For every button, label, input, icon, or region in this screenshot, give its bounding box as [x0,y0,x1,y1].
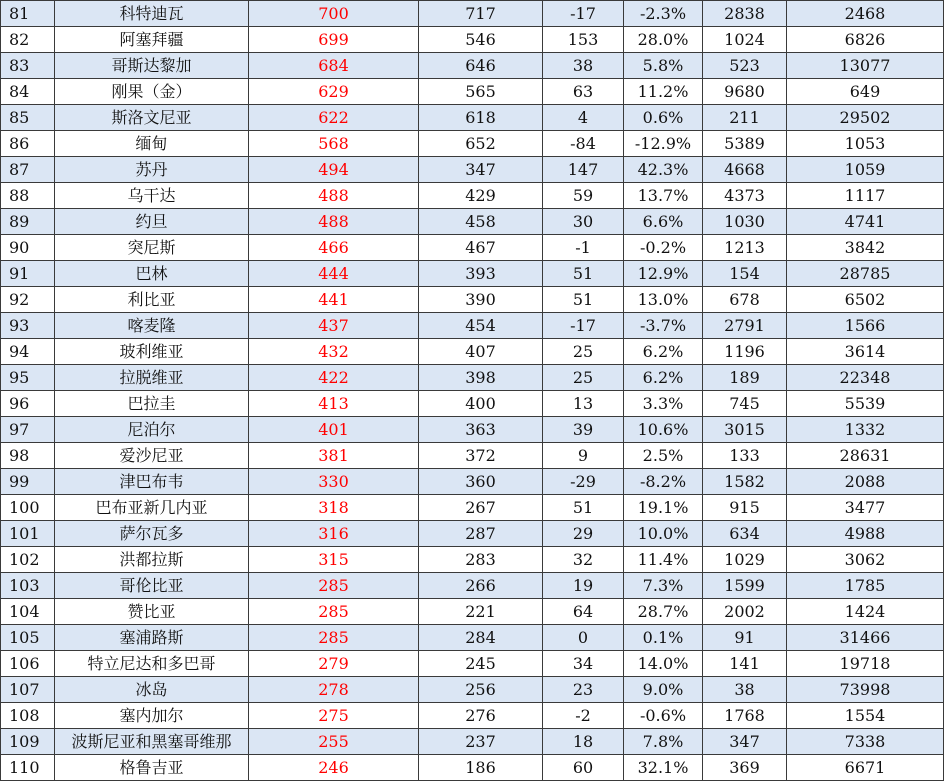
change-percent-cell: 7.8% [624,729,703,755]
per-capita-cell: 29502 [787,105,944,131]
value-cell: 246 [249,755,419,781]
change-cell: 32 [543,547,624,573]
change-cell: 59 [543,183,624,209]
per-capita-cell: 5539 [787,391,944,417]
previous-value-cell: 393 [419,261,543,287]
change-percent-cell: 6.2% [624,365,703,391]
rank-cell: 108 [1,703,55,729]
population-cell: 141 [703,651,787,677]
change-cell: 23 [543,677,624,703]
previous-value-cell: 276 [419,703,543,729]
rank-cell: 107 [1,677,55,703]
change-cell: -1 [543,235,624,261]
rank-cell: 85 [1,105,55,131]
country-cell: 约旦 [55,209,249,235]
table-row [1,261,944,287]
value-cell: 466 [249,235,419,261]
previous-value-cell: 407 [419,339,543,365]
population-cell: 5389 [703,131,787,157]
value-cell: 622 [249,105,419,131]
change-percent-cell: 19.1% [624,495,703,521]
change-cell: 25 [543,339,624,365]
change-cell: -17 [543,1,624,27]
value-cell: 330 [249,469,419,495]
change-cell: 29 [543,521,624,547]
value-cell: 444 [249,261,419,287]
previous-value-cell: 458 [419,209,543,235]
change-cell: 51 [543,287,624,313]
per-capita-cell: 13077 [787,53,944,79]
rank-cell: 104 [1,599,55,625]
rank-cell: 98 [1,443,55,469]
table-row [1,521,944,547]
per-capita-cell: 1424 [787,599,944,625]
change-cell: -29 [543,469,624,495]
table-row [1,547,944,573]
population-cell: 133 [703,443,787,469]
previous-value-cell: 652 [419,131,543,157]
previous-value-cell: 284 [419,625,543,651]
value-cell: 684 [249,53,419,79]
population-cell: 347 [703,729,787,755]
population-cell: 1030 [703,209,787,235]
value-cell: 422 [249,365,419,391]
population-cell: 1196 [703,339,787,365]
country-cell: 斯洛文尼亚 [55,105,249,131]
previous-value-cell: 237 [419,729,543,755]
table-row [1,677,944,703]
country-cell: 利比亚 [55,287,249,313]
per-capita-cell: 19718 [787,651,944,677]
change-percent-cell: 5.8% [624,53,703,79]
table-row [1,27,944,53]
population-cell: 211 [703,105,787,131]
rank-cell: 105 [1,625,55,651]
table-row [1,755,944,781]
change-percent-cell: 0.6% [624,105,703,131]
value-cell: 278 [249,677,419,703]
per-capita-cell: 4988 [787,521,944,547]
table-row [1,183,944,209]
country-cell: 哥斯达黎加 [55,53,249,79]
change-cell: 51 [543,495,624,521]
table-row [1,209,944,235]
previous-value-cell: 717 [419,1,543,27]
rank-cell: 110 [1,755,55,781]
previous-value-cell: 546 [419,27,543,53]
change-cell: 19 [543,573,624,599]
change-cell: -2 [543,703,624,729]
previous-value-cell: 618 [419,105,543,131]
change-cell: 63 [543,79,624,105]
per-capita-cell: 3477 [787,495,944,521]
per-capita-cell: 7338 [787,729,944,755]
value-cell: 494 [249,157,419,183]
country-cell: 波斯尼亚和黑塞哥维那 [55,729,249,755]
country-cell: 喀麦隆 [55,313,249,339]
value-cell: 432 [249,339,419,365]
table-row [1,313,944,339]
country-cell: 阿塞拜疆 [55,27,249,53]
change-cell: 13 [543,391,624,417]
change-percent-cell: 9.0% [624,677,703,703]
change-percent-cell: 3.3% [624,391,703,417]
per-capita-cell: 6826 [787,27,944,53]
country-cell: 刚果（金） [55,79,249,105]
previous-value-cell: 363 [419,417,543,443]
per-capita-cell: 6671 [787,755,944,781]
population-cell: 369 [703,755,787,781]
table-row [1,339,944,365]
change-cell: 25 [543,365,624,391]
table-row [1,599,944,625]
rank-cell: 106 [1,651,55,677]
rank-cell: 101 [1,521,55,547]
previous-value-cell: 390 [419,287,543,313]
rank-cell: 84 [1,79,55,105]
value-cell: 285 [249,599,419,625]
table-row [1,235,944,261]
table-row [1,287,944,313]
country-cell: 巴拉圭 [55,391,249,417]
rank-cell: 103 [1,573,55,599]
per-capita-cell: 1053 [787,131,944,157]
table-row [1,573,944,599]
value-cell: 699 [249,27,419,53]
table-row [1,131,944,157]
population-cell: 1599 [703,573,787,599]
population-cell: 154 [703,261,787,287]
per-capita-cell: 31466 [787,625,944,651]
change-cell: 147 [543,157,624,183]
table-row [1,365,944,391]
country-cell: 缅甸 [55,131,249,157]
rank-cell: 87 [1,157,55,183]
change-cell: -17 [543,313,624,339]
rank-cell: 100 [1,495,55,521]
per-capita-cell: 3062 [787,547,944,573]
table-row [1,443,944,469]
rank-cell: 81 [1,1,55,27]
change-cell: 0 [543,625,624,651]
rank-cell: 99 [1,469,55,495]
population-cell: 1024 [703,27,787,53]
change-percent-cell: 28.7% [624,599,703,625]
previous-value-cell: 467 [419,235,543,261]
rank-cell: 93 [1,313,55,339]
per-capita-cell: 1059 [787,157,944,183]
value-cell: 381 [249,443,419,469]
rank-cell: 95 [1,365,55,391]
per-capita-cell: 2088 [787,469,944,495]
change-percent-cell: 0.1% [624,625,703,651]
table-row [1,105,944,131]
change-cell: 18 [543,729,624,755]
rank-cell: 102 [1,547,55,573]
table-row [1,729,944,755]
country-cell: 巴林 [55,261,249,287]
change-cell: 34 [543,651,624,677]
change-cell: -84 [543,131,624,157]
per-capita-cell: 649 [787,79,944,105]
value-cell: 275 [249,703,419,729]
population-cell: 3015 [703,417,787,443]
country-cell: 津巴布韦 [55,469,249,495]
population-cell: 915 [703,495,787,521]
country-cell: 玻利维亚 [55,339,249,365]
population-cell: 634 [703,521,787,547]
population-cell: 523 [703,53,787,79]
rank-cell: 90 [1,235,55,261]
table-row [1,703,944,729]
change-percent-cell: 13.0% [624,287,703,313]
previous-value-cell: 221 [419,599,543,625]
value-cell: 441 [249,287,419,313]
previous-value-cell: 400 [419,391,543,417]
population-cell: 745 [703,391,787,417]
value-cell: 488 [249,183,419,209]
per-capita-cell: 1566 [787,313,944,339]
previous-value-cell: 266 [419,573,543,599]
table-row [1,625,944,651]
previous-value-cell: 398 [419,365,543,391]
per-capita-cell: 3842 [787,235,944,261]
change-percent-cell: 12.9% [624,261,703,287]
change-cell: 39 [543,417,624,443]
previous-value-cell: 646 [419,53,543,79]
country-cell: 冰岛 [55,677,249,703]
value-cell: 279 [249,651,419,677]
table-row [1,1,944,27]
country-cell: 乌干达 [55,183,249,209]
rank-cell: 97 [1,417,55,443]
change-percent-cell: 2.5% [624,443,703,469]
table-row [1,651,944,677]
per-capita-cell: 1554 [787,703,944,729]
rank-cell: 89 [1,209,55,235]
country-cell: 塞浦路斯 [55,625,249,651]
previous-value-cell: 372 [419,443,543,469]
value-cell: 316 [249,521,419,547]
value-cell: 700 [249,1,419,27]
change-percent-cell: 10.6% [624,417,703,443]
table-row [1,79,944,105]
change-percent-cell: -12.9% [624,131,703,157]
per-capita-cell: 1332 [787,417,944,443]
previous-value-cell: 256 [419,677,543,703]
table-row [1,391,944,417]
change-cell: 60 [543,755,624,781]
per-capita-cell: 6502 [787,287,944,313]
table-body [1,1,944,781]
value-cell: 488 [249,209,419,235]
change-percent-cell: -0.6% [624,703,703,729]
per-capita-cell: 73998 [787,677,944,703]
change-cell: 64 [543,599,624,625]
change-cell: 38 [543,53,624,79]
rank-cell: 83 [1,53,55,79]
population-cell: 2838 [703,1,787,27]
previous-value-cell: 267 [419,495,543,521]
per-capita-cell: 28631 [787,443,944,469]
per-capita-cell: 4741 [787,209,944,235]
table-row [1,469,944,495]
country-cell: 塞内加尔 [55,703,249,729]
population-cell: 4668 [703,157,787,183]
population-cell: 2002 [703,599,787,625]
rank-cell: 91 [1,261,55,287]
previous-value-cell: 360 [419,469,543,495]
table-row [1,417,944,443]
per-capita-cell: 2468 [787,1,944,27]
previous-value-cell: 283 [419,547,543,573]
change-percent-cell: 6.2% [624,339,703,365]
previous-value-cell: 565 [419,79,543,105]
change-percent-cell: -0.2% [624,235,703,261]
value-cell: 315 [249,547,419,573]
value-cell: 401 [249,417,419,443]
value-cell: 285 [249,625,419,651]
table-row [1,157,944,183]
country-cell: 格鲁吉亚 [55,755,249,781]
table-row [1,53,944,79]
change-percent-cell: 6.6% [624,209,703,235]
value-cell: 568 [249,131,419,157]
per-capita-cell: 3614 [787,339,944,365]
value-cell: 629 [249,79,419,105]
rank-cell: 92 [1,287,55,313]
country-cell: 苏丹 [55,157,249,183]
table-row [1,495,944,521]
change-cell: 30 [543,209,624,235]
rank-cell: 88 [1,183,55,209]
change-cell: 153 [543,27,624,53]
country-cell: 突尼斯 [55,235,249,261]
population-cell: 1213 [703,235,787,261]
rank-cell: 82 [1,27,55,53]
rank-cell: 109 [1,729,55,755]
change-percent-cell: 28.0% [624,27,703,53]
country-cell: 尼泊尔 [55,417,249,443]
change-cell: 9 [543,443,624,469]
population-cell: 1582 [703,469,787,495]
change-percent-cell: 42.3% [624,157,703,183]
change-percent-cell: -3.7% [624,313,703,339]
per-capita-cell: 22348 [787,365,944,391]
population-cell: 9680 [703,79,787,105]
previous-value-cell: 245 [419,651,543,677]
country-cell: 赞比亚 [55,599,249,625]
change-percent-cell: 11.2% [624,79,703,105]
previous-value-cell: 186 [419,755,543,781]
rank-cell: 94 [1,339,55,365]
population-cell: 1768 [703,703,787,729]
change-percent-cell: -2.3% [624,1,703,27]
population-cell: 678 [703,287,787,313]
value-cell: 437 [249,313,419,339]
change-percent-cell: 32.1% [624,755,703,781]
change-percent-cell: 13.7% [624,183,703,209]
population-cell: 189 [703,365,787,391]
previous-value-cell: 347 [419,157,543,183]
country-cell: 哥伦比亚 [55,573,249,599]
value-cell: 255 [249,729,419,755]
country-cell: 爱沙尼亚 [55,443,249,469]
population-cell: 2791 [703,313,787,339]
rank-cell: 86 [1,131,55,157]
country-cell: 拉脱维亚 [55,365,249,391]
change-percent-cell: 11.4% [624,547,703,573]
population-cell: 91 [703,625,787,651]
change-percent-cell: 14.0% [624,651,703,677]
previous-value-cell: 287 [419,521,543,547]
country-cell: 特立尼达和多巴哥 [55,651,249,677]
rank-cell: 96 [1,391,55,417]
country-cell: 巴布亚新几内亚 [55,495,249,521]
population-cell: 38 [703,677,787,703]
change-percent-cell: 7.3% [624,573,703,599]
country-cell: 洪都拉斯 [55,547,249,573]
per-capita-cell: 1117 [787,183,944,209]
population-cell: 1029 [703,547,787,573]
value-cell: 285 [249,573,419,599]
change-percent-cell: 10.0% [624,521,703,547]
per-capita-cell: 28785 [787,261,944,287]
population-cell: 4373 [703,183,787,209]
change-cell: 4 [543,105,624,131]
per-capita-cell: 1785 [787,573,944,599]
value-cell: 318 [249,495,419,521]
change-percent-cell: -8.2% [624,469,703,495]
country-cell: 萨尔瓦多 [55,521,249,547]
previous-value-cell: 429 [419,183,543,209]
change-cell: 51 [543,261,624,287]
country-cell: 科特迪瓦 [55,1,249,27]
previous-value-cell: 454 [419,313,543,339]
value-cell: 413 [249,391,419,417]
